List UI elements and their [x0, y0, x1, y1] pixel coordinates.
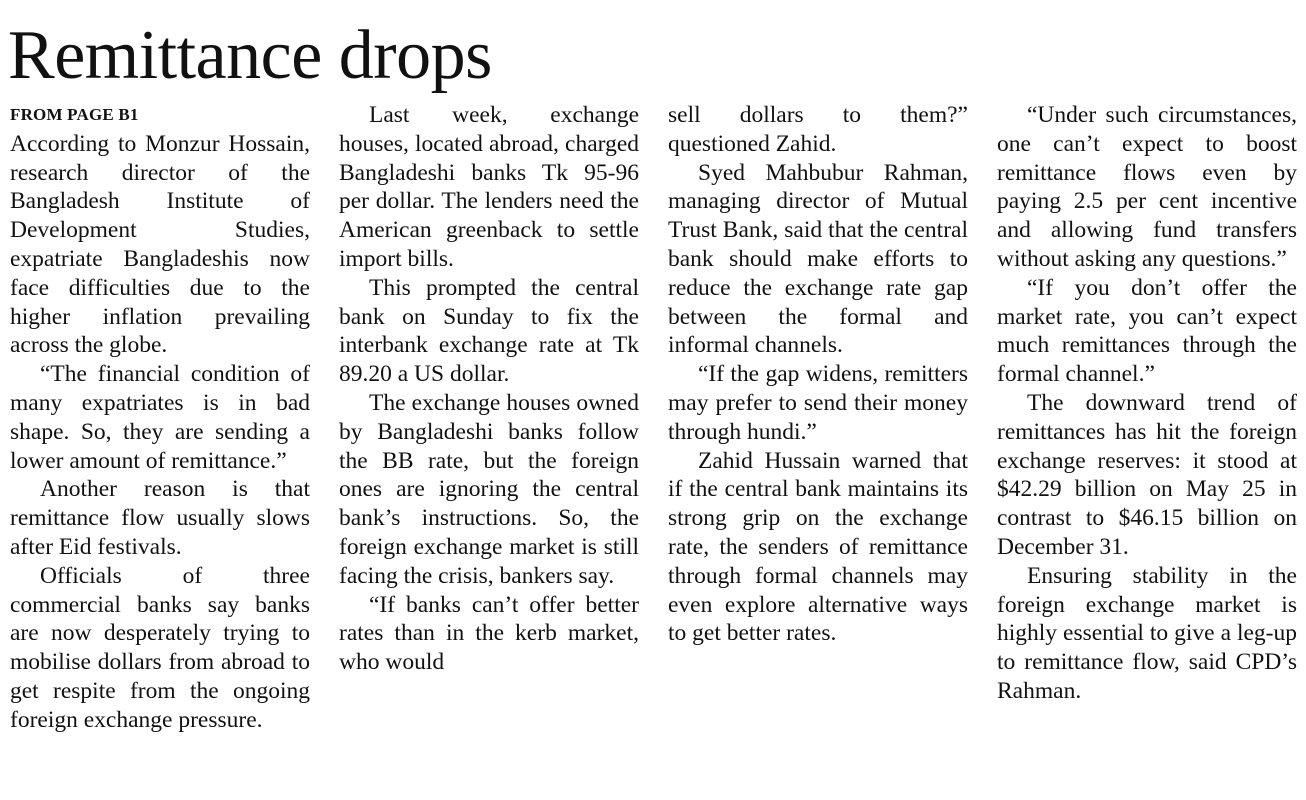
article-paragraph: Officials of three commercial banks say banks are now desperately trying to mobilise dollars from abroad to get respite from the ongoing foreign exchange pressure.: [10, 562, 310, 733]
article-paragraph: The downward trend of remittances has hit the foreign exchange reserves: it stood at $42.29 billion on May 25 in contrast to $46.15 billion on December 31.: [997, 389, 1297, 560]
article-paragraph: Last week, exchange houses, located abroad, charged Bangladeshi banks Tk 95-96 per dollar. The lenders need the American greenback to settle import bills.: [339, 102, 639, 272]
article-paragraph: According to Monzur Hossain, research director of the Bangladesh Institute of Development Studies, expatriate Bangladeshis now face difficulties due to the higher inflation prevailing across the globe.: [10, 130, 310, 359]
article-paragraph: The exchange houses owned by Bangladeshi banks follow the BB rate, but the foreign ones are ignoring the central bank’s instructions. So, the foreign exchange market is still facing the crisis, bankers say.: [339, 389, 639, 589]
article-column-2: [339, 101, 639, 791]
article-paragraph: Ensuring stability in the foreign exchange market is highly essential to give a leg-up to remittance flow, said CPD’s Rahman.: [997, 562, 1297, 704]
article-column-4: [997, 101, 1297, 791]
article-paragraph: Another reason is that remittance flow usually slows after Eid festivals.: [10, 476, 310, 560]
article-paragraph: sell dollars to them?” questioned Zahid.: [668, 102, 968, 157]
article-paragraph: Syed Mahbubur Rahman, managing director of Mutual Trust Bank, said that the central bank should make efforts to reduce the exchange rate gap between the formal and informal channels.: [668, 159, 968, 359]
jump-line: FROM PAGE B1: [10, 105, 139, 124]
article-paragraph: Zahid Hussain warned that if the central bank maintains its strong grip on the exchange rate, the senders of remittance through formal channels may even explore alternative ways to get better rates.: [668, 447, 968, 647]
article-column-1: [10, 101, 310, 791]
article-paragraph: “Under such circumstances, one can’t expect to boost remittance flows even by paying 2.5 per cent incentive and allowing fund transfers without asking any questions.”: [997, 102, 1297, 272]
article-column-3: [668, 101, 968, 791]
article-paragraph: “The financial condition of many expatriates is in bad shape. So, they are sending a lower amount of remittance.”: [10, 361, 310, 474]
article-paragraph: “If you don’t offer the market rate, you can’t expect much remittances through the formal channel.”: [997, 274, 1297, 388]
article-paragraph: This prompted the central bank on Sunday to fix the interbank exchange rate at Tk 89.20 a US dollar.: [339, 274, 639, 388]
article-headline: Remittance drops: [8, 17, 492, 94]
article-paragraph: “If banks can’t offer better rates than in the kerb market, who would: [339, 591, 639, 676]
article-body: [10, 101, 1298, 791]
article-paragraph: “If the gap widens, remitters may prefer to send their money through hundi.”: [668, 361, 968, 445]
